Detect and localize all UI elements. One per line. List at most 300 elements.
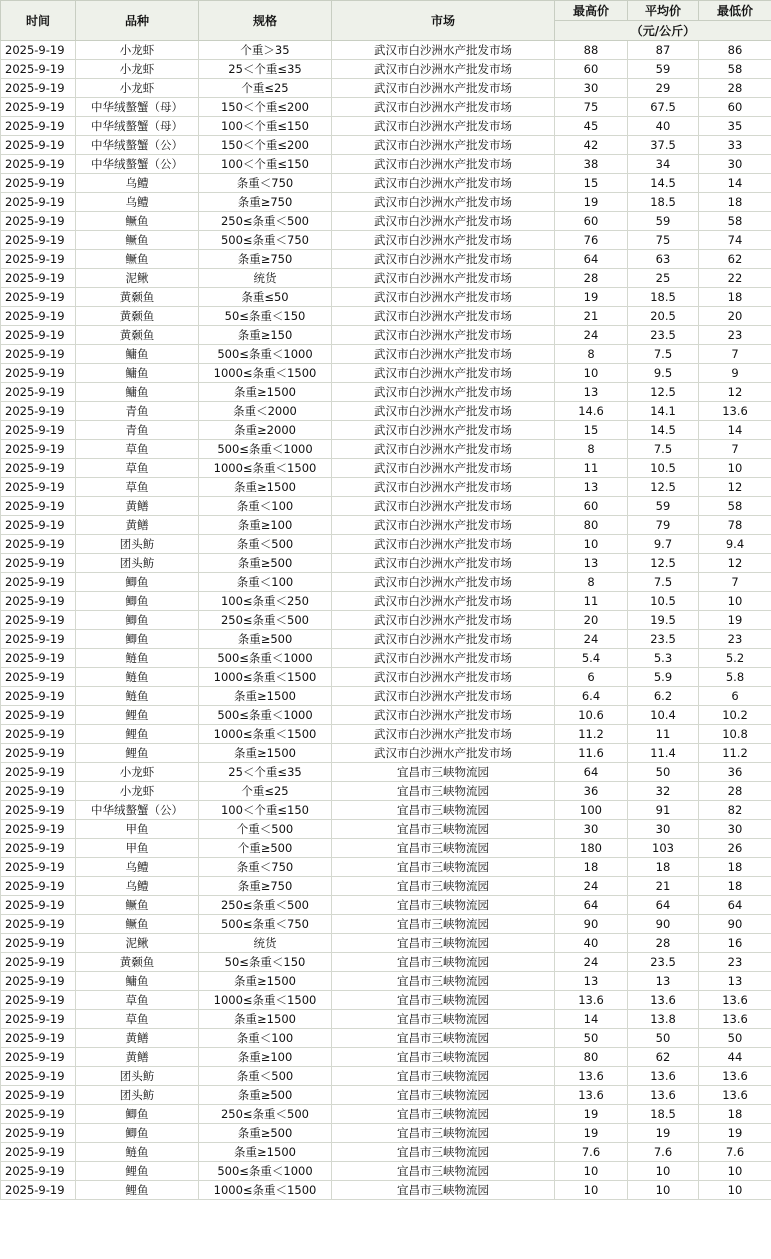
cell-spec: 150＜个重≤200 xyxy=(199,136,332,155)
cell-variety: 团头鲂 xyxy=(76,1067,199,1086)
cell-spec: 条重＜100 xyxy=(199,1029,332,1048)
cell-min-price: 5.8 xyxy=(699,668,771,687)
cell-date: 2025-9-19 xyxy=(1,155,76,174)
cell-spec: 250≤条重＜500 xyxy=(199,1105,332,1124)
table-row xyxy=(1,1181,771,1200)
cell-min-price: 13 xyxy=(699,972,771,991)
cell-market: 武汉市白沙洲水产批发市场 xyxy=(332,573,555,592)
cell-spec: 条重＜2000 xyxy=(199,402,332,421)
cell-date: 2025-9-19 xyxy=(1,554,76,573)
cell-market: 武汉市白沙洲水产批发市场 xyxy=(332,41,555,60)
cell-avg-price: 37.5 xyxy=(628,136,699,155)
cell-avg-price: 30 xyxy=(628,820,699,839)
cell-market: 武汉市白沙洲水产批发市场 xyxy=(332,668,555,687)
cell-variety: 草鱼 xyxy=(76,1010,199,1029)
cell-min-price: 35 xyxy=(699,117,771,136)
cell-date: 2025-9-19 xyxy=(1,706,76,725)
cell-avg-price: 63 xyxy=(628,250,699,269)
cell-date: 2025-9-19 xyxy=(1,136,76,155)
cell-variety: 黄鳝 xyxy=(76,1048,199,1067)
cell-max-price: 64 xyxy=(555,896,628,915)
table-row xyxy=(1,991,771,1010)
cell-variety: 草鱼 xyxy=(76,478,199,497)
cell-market: 武汉市白沙洲水产批发市场 xyxy=(332,155,555,174)
cell-variety: 小龙虾 xyxy=(76,782,199,801)
cell-min-price: 13.6 xyxy=(699,1086,771,1105)
cell-min-price: 9.4 xyxy=(699,535,771,554)
cell-market: 宜昌市三峡物流园 xyxy=(332,1010,555,1029)
cell-date: 2025-9-19 xyxy=(1,250,76,269)
cell-date: 2025-9-19 xyxy=(1,307,76,326)
cell-spec: 条重≥1500 xyxy=(199,972,332,991)
table-row xyxy=(1,421,771,440)
cell-spec: 100＜个重≤150 xyxy=(199,801,332,820)
cell-min-price: 10 xyxy=(699,1162,771,1181)
cell-max-price: 11 xyxy=(555,459,628,478)
cell-max-price: 13 xyxy=(555,383,628,402)
cell-spec: 500≤条重＜1000 xyxy=(199,649,332,668)
cell-variety: 中华绒螯蟹（母） xyxy=(76,117,199,136)
cell-variety: 黄颡鱼 xyxy=(76,953,199,972)
cell-spec: 50≤条重＜150 xyxy=(199,307,332,326)
cell-max-price: 60 xyxy=(555,212,628,231)
cell-date: 2025-9-19 xyxy=(1,402,76,421)
cell-avg-price: 14.5 xyxy=(628,421,699,440)
cell-avg-price: 12.5 xyxy=(628,554,699,573)
cell-avg-price: 7.5 xyxy=(628,573,699,592)
cell-market: 宜昌市三峡物流园 xyxy=(332,1162,555,1181)
cell-min-price: 10 xyxy=(699,592,771,611)
cell-variety: 团头鲂 xyxy=(76,554,199,573)
cell-date: 2025-9-19 xyxy=(1,630,76,649)
cell-spec: 150＜个重≤200 xyxy=(199,98,332,117)
cell-spec: 250≤条重＜500 xyxy=(199,611,332,630)
table-row xyxy=(1,877,771,896)
cell-spec: 个重≥500 xyxy=(199,839,332,858)
cell-spec: 500≤条重＜1000 xyxy=(199,345,332,364)
cell-max-price: 80 xyxy=(555,1048,628,1067)
cell-avg-price: 7.5 xyxy=(628,345,699,364)
cell-min-price: 28 xyxy=(699,79,771,98)
cell-min-price: 6 xyxy=(699,687,771,706)
table-row xyxy=(1,668,771,687)
cell-spec: 50≤条重＜150 xyxy=(199,953,332,972)
cell-spec: 条重≥500 xyxy=(199,1124,332,1143)
cell-spec: 个重≤25 xyxy=(199,79,332,98)
cell-spec: 条重≥750 xyxy=(199,193,332,212)
cell-max-price: 6.4 xyxy=(555,687,628,706)
cell-spec: 1000≤条重＜1500 xyxy=(199,1181,332,1200)
cell-date: 2025-9-19 xyxy=(1,79,76,98)
cell-min-price: 12 xyxy=(699,554,771,573)
table-row xyxy=(1,1124,771,1143)
cell-market: 宜昌市三峡物流园 xyxy=(332,991,555,1010)
cell-max-price: 42 xyxy=(555,136,628,155)
cell-max-price: 24 xyxy=(555,953,628,972)
cell-spec: 条重＜500 xyxy=(199,1067,332,1086)
cell-variety: 甲鱼 xyxy=(76,839,199,858)
cell-market: 武汉市白沙洲水产批发市场 xyxy=(332,364,555,383)
cell-market: 宜昌市三峡物流园 xyxy=(332,877,555,896)
cell-avg-price: 103 xyxy=(628,839,699,858)
cell-max-price: 100 xyxy=(555,801,628,820)
table-row xyxy=(1,535,771,554)
cell-variety: 中华绒螯蟹（公） xyxy=(76,801,199,820)
cell-min-price: 44 xyxy=(699,1048,771,1067)
cell-variety: 鲤鱼 xyxy=(76,1181,199,1200)
cell-max-price: 180 xyxy=(555,839,628,858)
cell-market: 宜昌市三峡物流园 xyxy=(332,1086,555,1105)
cell-avg-price: 11 xyxy=(628,725,699,744)
cell-market: 宜昌市三峡物流园 xyxy=(332,1105,555,1124)
cell-min-price: 18 xyxy=(699,288,771,307)
cell-max-price: 36 xyxy=(555,782,628,801)
cell-date: 2025-9-19 xyxy=(1,497,76,516)
cell-min-price: 23 xyxy=(699,326,771,345)
cell-date: 2025-9-19 xyxy=(1,744,76,763)
cell-avg-price: 13.6 xyxy=(628,1086,699,1105)
cell-max-price: 80 xyxy=(555,516,628,535)
table-row xyxy=(1,193,771,212)
cell-max-price: 10 xyxy=(555,535,628,554)
cell-date: 2025-9-19 xyxy=(1,1086,76,1105)
table-row xyxy=(1,896,771,915)
cell-min-price: 13.6 xyxy=(699,1010,771,1029)
cell-market: 武汉市白沙洲水产批发市场 xyxy=(332,725,555,744)
cell-date: 2025-9-19 xyxy=(1,725,76,744)
cell-spec: 1000≤条重＜1500 xyxy=(199,991,332,1010)
table-body xyxy=(1,41,771,1200)
cell-avg-price: 10.5 xyxy=(628,459,699,478)
table-row xyxy=(1,839,771,858)
cell-max-price: 45 xyxy=(555,117,628,136)
cell-market: 宜昌市三峡物流园 xyxy=(332,972,555,991)
cell-min-price: 10.2 xyxy=(699,706,771,725)
cell-market: 宜昌市三峡物流园 xyxy=(332,934,555,953)
cell-min-price: 64 xyxy=(699,896,771,915)
cell-variety: 鲫鱼 xyxy=(76,573,199,592)
cell-market: 武汉市白沙洲水产批发市场 xyxy=(332,307,555,326)
table-row xyxy=(1,98,771,117)
table-row xyxy=(1,573,771,592)
cell-max-price: 8 xyxy=(555,440,628,459)
cell-variety: 鲫鱼 xyxy=(76,1105,199,1124)
table-row xyxy=(1,763,771,782)
table-row xyxy=(1,41,771,60)
cell-variety: 鲢鱼 xyxy=(76,649,199,668)
cell-max-price: 28 xyxy=(555,269,628,288)
cell-variety: 黄鳝 xyxy=(76,497,199,516)
cell-date: 2025-9-19 xyxy=(1,839,76,858)
cell-spec: 条重≥1500 xyxy=(199,744,332,763)
table-row xyxy=(1,459,771,478)
cell-date: 2025-9-19 xyxy=(1,1162,76,1181)
cell-max-price: 10 xyxy=(555,1181,628,1200)
cell-market: 武汉市白沙洲水产批发市场 xyxy=(332,649,555,668)
table-row xyxy=(1,706,771,725)
cell-min-price: 7 xyxy=(699,440,771,459)
cell-avg-price: 67.5 xyxy=(628,98,699,117)
cell-min-price: 7 xyxy=(699,573,771,592)
cell-date: 2025-9-19 xyxy=(1,649,76,668)
cell-spec: 条重≥500 xyxy=(199,630,332,649)
cell-variety: 黄颡鱼 xyxy=(76,326,199,345)
cell-variety: 鲤鱼 xyxy=(76,725,199,744)
cell-date: 2025-9-19 xyxy=(1,687,76,706)
cell-spec: 条重≥500 xyxy=(199,554,332,573)
table-row xyxy=(1,364,771,383)
cell-date: 2025-9-19 xyxy=(1,440,76,459)
cell-spec: 个重≤25 xyxy=(199,782,332,801)
cell-market: 宜昌市三峡物流园 xyxy=(332,763,555,782)
table-row xyxy=(1,440,771,459)
cell-avg-price: 50 xyxy=(628,1029,699,1048)
cell-spec: 条重≤50 xyxy=(199,288,332,307)
cell-avg-price: 13 xyxy=(628,972,699,991)
cell-date: 2025-9-19 xyxy=(1,1029,76,1048)
cell-avg-price: 12.5 xyxy=(628,383,699,402)
cell-spec: 条重≥1500 xyxy=(199,1143,332,1162)
cell-market: 武汉市白沙洲水产批发市场 xyxy=(332,383,555,402)
cell-variety: 中华绒螯蟹（公） xyxy=(76,155,199,174)
table-row xyxy=(1,611,771,630)
cell-max-price: 40 xyxy=(555,934,628,953)
table-row xyxy=(1,60,771,79)
cell-market: 武汉市白沙洲水产批发市场 xyxy=(332,516,555,535)
cell-spec: 500≤条重＜1000 xyxy=(199,706,332,725)
cell-max-price: 19 xyxy=(555,193,628,212)
cell-variety: 小龙虾 xyxy=(76,763,199,782)
cell-min-price: 18 xyxy=(699,877,771,896)
cell-spec: 条重≥500 xyxy=(199,1086,332,1105)
cell-max-price: 30 xyxy=(555,820,628,839)
cell-market: 武汉市白沙洲水产批发市场 xyxy=(332,231,555,250)
cell-max-price: 24 xyxy=(555,877,628,896)
table-row xyxy=(1,953,771,972)
cell-variety: 团头鲂 xyxy=(76,535,199,554)
cell-spec: 500≤条重＜1000 xyxy=(199,440,332,459)
cell-min-price: 58 xyxy=(699,60,771,79)
cell-variety: 黄颡鱼 xyxy=(76,307,199,326)
cell-avg-price: 10 xyxy=(628,1162,699,1181)
cell-spec: 1000≤条重＜1500 xyxy=(199,364,332,383)
header-unit: （元/公斤） xyxy=(555,21,771,41)
cell-variety: 鲤鱼 xyxy=(76,744,199,763)
table-row xyxy=(1,649,771,668)
cell-max-price: 13 xyxy=(555,554,628,573)
cell-min-price: 20 xyxy=(699,307,771,326)
cell-date: 2025-9-19 xyxy=(1,858,76,877)
cell-max-price: 18 xyxy=(555,858,628,877)
cell-min-price: 10 xyxy=(699,459,771,478)
cell-spec: 100＜个重≤150 xyxy=(199,155,332,174)
cell-variety: 鳜鱼 xyxy=(76,896,199,915)
cell-variety: 鲢鱼 xyxy=(76,687,199,706)
cell-spec: 25＜个重≤35 xyxy=(199,60,332,79)
cell-market: 宜昌市三峡物流园 xyxy=(332,1067,555,1086)
cell-avg-price: 18.5 xyxy=(628,193,699,212)
cell-min-price: 7.6 xyxy=(699,1143,771,1162)
cell-min-price: 16 xyxy=(699,934,771,953)
cell-min-price: 18 xyxy=(699,193,771,212)
cell-avg-price: 40 xyxy=(628,117,699,136)
cell-min-price: 30 xyxy=(699,155,771,174)
cell-avg-price: 50 xyxy=(628,763,699,782)
header-time: 时间 xyxy=(1,1,76,41)
cell-market: 武汉市白沙洲水产批发市场 xyxy=(332,117,555,136)
cell-market: 武汉市白沙洲水产批发市场 xyxy=(332,212,555,231)
cell-max-price: 50 xyxy=(555,1029,628,1048)
cell-variety: 鳜鱼 xyxy=(76,231,199,250)
cell-spec: 条重≥100 xyxy=(199,1048,332,1067)
cell-max-price: 30 xyxy=(555,79,628,98)
cell-avg-price: 91 xyxy=(628,801,699,820)
table-row xyxy=(1,174,771,193)
cell-avg-price: 75 xyxy=(628,231,699,250)
cell-market: 宜昌市三峡物流园 xyxy=(332,858,555,877)
cell-spec: 个重＜500 xyxy=(199,820,332,839)
cell-max-price: 21 xyxy=(555,307,628,326)
cell-market: 武汉市白沙洲水产批发市场 xyxy=(332,554,555,573)
table-row xyxy=(1,155,771,174)
cell-market: 武汉市白沙洲水产批发市场 xyxy=(332,250,555,269)
cell-max-price: 6 xyxy=(555,668,628,687)
cell-date: 2025-9-19 xyxy=(1,1181,76,1200)
header-min-price: 最低价 xyxy=(699,1,771,21)
cell-date: 2025-9-19 xyxy=(1,763,76,782)
cell-spec: 250≤条重＜500 xyxy=(199,896,332,915)
cell-date: 2025-9-19 xyxy=(1,269,76,288)
cell-spec: 条重＜100 xyxy=(199,573,332,592)
cell-spec: 250≤条重＜500 xyxy=(199,212,332,231)
cell-min-price: 19 xyxy=(699,1124,771,1143)
cell-min-price: 12 xyxy=(699,383,771,402)
header-variety: 品种 xyxy=(76,1,199,41)
cell-max-price: 19 xyxy=(555,288,628,307)
cell-max-price: 13 xyxy=(555,972,628,991)
cell-variety: 甲鱼 xyxy=(76,820,199,839)
cell-variety: 鲢鱼 xyxy=(76,1143,199,1162)
table-row xyxy=(1,1067,771,1086)
cell-min-price: 14 xyxy=(699,421,771,440)
cell-avg-price: 13.8 xyxy=(628,1010,699,1029)
cell-min-price: 28 xyxy=(699,782,771,801)
cell-max-price: 13.6 xyxy=(555,1086,628,1105)
cell-avg-price: 90 xyxy=(628,915,699,934)
cell-avg-price: 18.5 xyxy=(628,1105,699,1124)
cell-market: 宜昌市三峡物流园 xyxy=(332,1181,555,1200)
cell-variety: 鳙鱼 xyxy=(76,972,199,991)
cell-min-price: 30 xyxy=(699,820,771,839)
table-row xyxy=(1,1048,771,1067)
cell-market: 武汉市白沙洲水产批发市场 xyxy=(332,79,555,98)
cell-max-price: 8 xyxy=(555,573,628,592)
cell-spec: 条重≥1500 xyxy=(199,1010,332,1029)
cell-date: 2025-9-19 xyxy=(1,1143,76,1162)
cell-avg-price: 5.3 xyxy=(628,649,699,668)
cell-date: 2025-9-19 xyxy=(1,193,76,212)
cell-min-price: 11.2 xyxy=(699,744,771,763)
table-row xyxy=(1,1010,771,1029)
cell-spec: 500≤条重＜750 xyxy=(199,915,332,934)
cell-date: 2025-9-19 xyxy=(1,1010,76,1029)
cell-min-price: 10.8 xyxy=(699,725,771,744)
cell-avg-price: 23.5 xyxy=(628,953,699,972)
cell-avg-price: 7.5 xyxy=(628,440,699,459)
cell-market: 宜昌市三峡物流园 xyxy=(332,1048,555,1067)
cell-max-price: 15 xyxy=(555,421,628,440)
cell-avg-price: 59 xyxy=(628,60,699,79)
cell-spec: 条重＜500 xyxy=(199,535,332,554)
cell-market: 武汉市白沙洲水产批发市场 xyxy=(332,326,555,345)
table-row xyxy=(1,554,771,573)
cell-avg-price: 18 xyxy=(628,858,699,877)
table-row xyxy=(1,934,771,953)
cell-market: 宜昌市三峡物流园 xyxy=(332,801,555,820)
cell-market: 宜昌市三峡物流园 xyxy=(332,896,555,915)
cell-variety: 青鱼 xyxy=(76,421,199,440)
cell-spec: 100＜个重≤150 xyxy=(199,117,332,136)
cell-spec: 25＜个重≤35 xyxy=(199,763,332,782)
table-row xyxy=(1,383,771,402)
cell-max-price: 8 xyxy=(555,345,628,364)
cell-date: 2025-9-19 xyxy=(1,896,76,915)
cell-avg-price: 11.4 xyxy=(628,744,699,763)
cell-date: 2025-9-19 xyxy=(1,288,76,307)
cell-date: 2025-9-19 xyxy=(1,1105,76,1124)
cell-date: 2025-9-19 xyxy=(1,231,76,250)
table-header xyxy=(1,1,771,41)
cell-max-price: 19 xyxy=(555,1105,628,1124)
header-avg-price: 平均价 xyxy=(628,1,699,21)
cell-variety: 鲫鱼 xyxy=(76,592,199,611)
cell-market: 武汉市白沙洲水产批发市场 xyxy=(332,440,555,459)
cell-date: 2025-9-19 xyxy=(1,60,76,79)
cell-min-price: 36 xyxy=(699,763,771,782)
cell-variety: 小龙虾 xyxy=(76,60,199,79)
cell-avg-price: 10.5 xyxy=(628,592,699,611)
cell-avg-price: 23.5 xyxy=(628,326,699,345)
cell-avg-price: 14.5 xyxy=(628,174,699,193)
cell-max-price: 10.6 xyxy=(555,706,628,725)
cell-min-price: 58 xyxy=(699,497,771,516)
cell-market: 宜昌市三峡物流园 xyxy=(332,1029,555,1048)
table-row xyxy=(1,269,771,288)
cell-avg-price: 18.5 xyxy=(628,288,699,307)
cell-variety: 黄鳝 xyxy=(76,1029,199,1048)
cell-market: 武汉市白沙洲水产批发市场 xyxy=(332,630,555,649)
cell-min-price: 12 xyxy=(699,478,771,497)
cell-spec: 统货 xyxy=(199,269,332,288)
table-row xyxy=(1,288,771,307)
cell-avg-price: 5.9 xyxy=(628,668,699,687)
cell-date: 2025-9-19 xyxy=(1,991,76,1010)
cell-min-price: 9 xyxy=(699,364,771,383)
table-row xyxy=(1,744,771,763)
cell-variety: 青鱼 xyxy=(76,402,199,421)
cell-variety: 中华绒螯蟹（公） xyxy=(76,136,199,155)
cell-date: 2025-9-19 xyxy=(1,668,76,687)
cell-variety: 中华绒螯蟹（母） xyxy=(76,98,199,117)
table-row xyxy=(1,801,771,820)
table-row xyxy=(1,687,771,706)
cell-date: 2025-9-19 xyxy=(1,98,76,117)
cell-variety: 鳙鱼 xyxy=(76,345,199,364)
cell-spec: 500≤条重＜1000 xyxy=(199,1162,332,1181)
cell-avg-price: 19.5 xyxy=(628,611,699,630)
cell-min-price: 90 xyxy=(699,915,771,934)
cell-avg-price: 20.5 xyxy=(628,307,699,326)
